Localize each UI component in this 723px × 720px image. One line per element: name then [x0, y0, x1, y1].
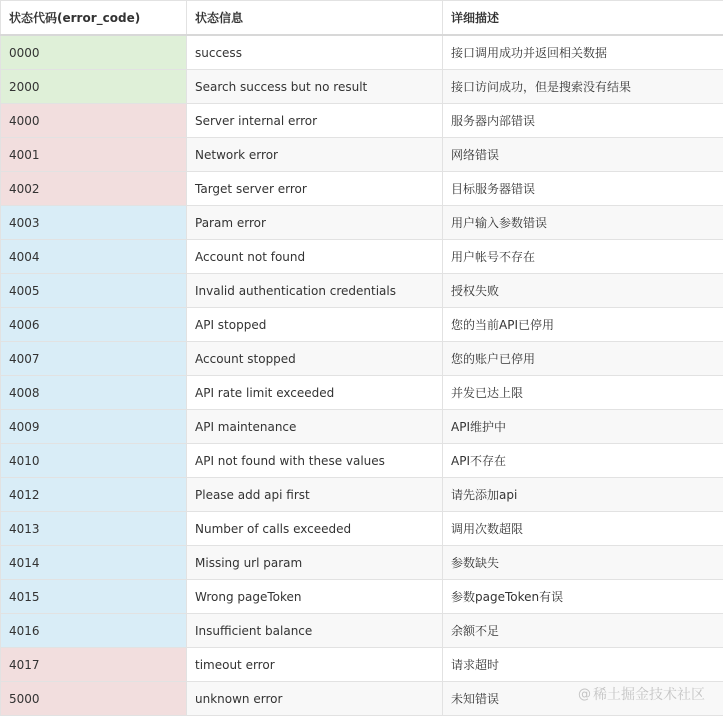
status-message-cell: success	[187, 35, 443, 70]
table-row	[1, 546, 723, 580]
status-message-cell: Please add api first	[187, 478, 443, 512]
status-message-cell: timeout error	[187, 648, 443, 682]
table-row	[1, 240, 723, 274]
error-code-cell: 4010	[1, 444, 187, 478]
table-row	[1, 410, 723, 444]
description-cell: 您的账户已停用	[443, 342, 723, 376]
status-message-cell: unknown error	[187, 682, 443, 716]
description-cell: 接口访问成功，但是搜索没有结果	[443, 70, 723, 104]
description-cell: 您的当前API已停用	[443, 308, 723, 342]
status-message-cell: API rate limit exceeded	[187, 376, 443, 410]
description-cell: 网络错误	[443, 138, 723, 172]
error-code-cell: 4017	[1, 648, 187, 682]
error-code-cell: 4015	[1, 580, 187, 614]
error-code-cell: 0000	[1, 35, 187, 70]
description-cell: 未知错误	[443, 682, 723, 716]
error-code-cell: 4001	[1, 138, 187, 172]
status-message-cell: Target server error	[187, 172, 443, 206]
error-code-cell: 4016	[1, 614, 187, 648]
description-cell: 请先添加api	[443, 478, 723, 512]
error-code-cell: 4012	[1, 478, 187, 512]
error-code-cell: 4004	[1, 240, 187, 274]
table-row	[1, 580, 723, 614]
description-cell: 用户帐号不存在	[443, 240, 723, 274]
error-code-cell: 4000	[1, 104, 187, 138]
status-message-cell: Network error	[187, 138, 443, 172]
table-row	[1, 342, 723, 376]
table-row	[1, 104, 723, 138]
description-cell: 请求超时	[443, 648, 723, 682]
description-cell: 目标服务器错误	[443, 172, 723, 206]
status-message-cell: API not found with these values	[187, 444, 443, 478]
error-code-cell: 4014	[1, 546, 187, 580]
status-message-cell: API stopped	[187, 308, 443, 342]
description-cell: 授权失败	[443, 274, 723, 308]
status-message-cell: Wrong pageToken	[187, 580, 443, 614]
error-code-cell: 4013	[1, 512, 187, 546]
table-row	[1, 138, 723, 172]
header-description: 详细描述	[443, 1, 723, 36]
status-message-cell: Invalid authentication credentials	[187, 274, 443, 308]
table-row	[1, 35, 723, 70]
description-cell: 并发已达上限	[443, 376, 723, 410]
error-code-cell: 4006	[1, 308, 187, 342]
status-message-cell: Search success but no result	[187, 70, 443, 104]
table-row	[1, 444, 723, 478]
status-message-cell: Insufficient balance	[187, 614, 443, 648]
description-cell: 用户输入参数错误	[443, 206, 723, 240]
table-row	[1, 648, 723, 682]
status-message-cell: Number of calls exceeded	[187, 512, 443, 546]
description-cell: 参数缺失	[443, 546, 723, 580]
error-code-cell: 5000	[1, 682, 187, 716]
description-cell: 接口调用成功并返回相关数据	[443, 35, 723, 70]
table-row	[1, 478, 723, 512]
table-row	[1, 512, 723, 546]
table-body	[1, 35, 723, 716]
table-header-row	[1, 1, 723, 36]
error-code-cell: 4002	[1, 172, 187, 206]
watermark-text: 稀土掘金技术社区	[593, 687, 705, 703]
error-code-cell: 4005	[1, 274, 187, 308]
table-row	[1, 172, 723, 206]
table-row	[1, 376, 723, 410]
description-cell: 参数pageToken有误	[443, 580, 723, 614]
error-code-cell: 4009	[1, 410, 187, 444]
description-cell: 调用次数超限	[443, 512, 723, 546]
table-row	[1, 614, 723, 648]
header-status-info: 状态信息	[187, 1, 443, 36]
status-message-cell: API maintenance	[187, 410, 443, 444]
table-row	[1, 308, 723, 342]
error-code-cell: 4008	[1, 376, 187, 410]
description-cell: 服务器内部错误	[443, 104, 723, 138]
table-row	[1, 70, 723, 104]
status-message-cell: Account stopped	[187, 342, 443, 376]
status-message-cell: Server internal error	[187, 104, 443, 138]
table-row	[1, 682, 723, 716]
table-row	[1, 274, 723, 308]
error-code-cell: 4007	[1, 342, 187, 376]
description-cell: API维护中	[443, 410, 723, 444]
error-code-cell: 4003	[1, 206, 187, 240]
error-code-cell: 2000	[1, 70, 187, 104]
at-symbol-icon: @	[578, 686, 591, 702]
status-message-cell: Missing url param	[187, 546, 443, 580]
header-error-code: 状态代码(error_code)	[1, 1, 187, 36]
status-message-cell: Param error	[187, 206, 443, 240]
description-cell: API不存在	[443, 444, 723, 478]
status-message-cell: Account not found	[187, 240, 443, 274]
table-row	[1, 206, 723, 240]
description-cell: 余额不足	[443, 614, 723, 648]
